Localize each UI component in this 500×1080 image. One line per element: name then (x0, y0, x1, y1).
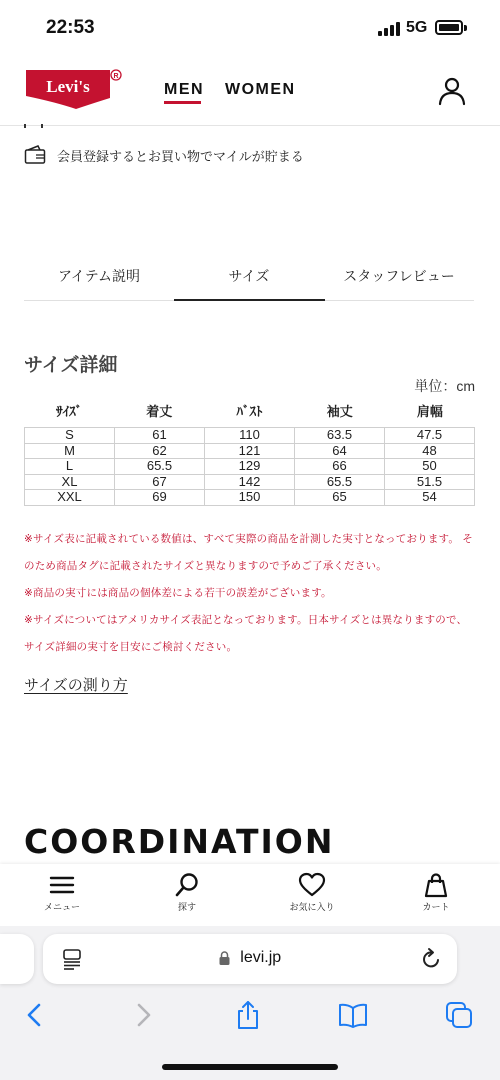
member-promo-text: 会員登録するとお買い物でマイルが貯まる (57, 149, 304, 164)
table-cell: 61 (115, 428, 205, 444)
nav-favorites-label: お気に入り (289, 902, 335, 912)
app-bottom-nav (0, 864, 500, 926)
person-icon[interactable] (437, 76, 467, 106)
table-cell: XL (25, 474, 115, 490)
table-cell: 65 (295, 490, 385, 506)
table-row (25, 474, 475, 490)
size-table-header (24, 401, 475, 427)
table-cell: 66 (295, 459, 385, 475)
lock-icon (219, 951, 230, 965)
status-time: 22:53 (46, 17, 95, 38)
tab-active-indicator (174, 299, 325, 301)
tab-item-description[interactable]: アイテム説明 (57, 268, 141, 284)
table-cell: 63.5 (295, 428, 385, 444)
nav-cart-button[interactable] (396, 872, 476, 913)
table-cell: 48 (385, 443, 475, 459)
table-cell: 150 (205, 490, 295, 506)
nav-cart-label: カート (422, 902, 450, 912)
size-table-body (24, 427, 475, 506)
how-to-measure-link[interactable]: サイズの測り方 (24, 677, 128, 694)
truncated-content (24, 124, 46, 128)
home-indicator (162, 1064, 338, 1070)
heart-icon (298, 872, 326, 898)
levis-logo[interactable] (24, 68, 128, 110)
size-note: ※商品の実寸には商品の個体差による若干の誤差がございます。 (24, 587, 332, 599)
table-cell: 62 (115, 443, 205, 459)
table-cell: XXL (25, 490, 115, 506)
table-row (25, 428, 475, 444)
table-cell: 67 (115, 474, 205, 490)
size-table (24, 401, 475, 506)
table-cell: S (25, 428, 115, 444)
column-header: 着丈 (146, 404, 173, 419)
table-cell: 142 (205, 474, 295, 490)
logo-text: Levi's (46, 77, 90, 96)
table-cell: 51.5 (385, 474, 475, 490)
column-header: ﾊﾞｽﾄ (236, 404, 263, 419)
status-bar (0, 0, 500, 56)
product-tabs (24, 258, 474, 301)
nav-favorites-button[interactable] (272, 872, 352, 913)
browser-chrome (0, 926, 500, 1080)
nav-active-underline (164, 101, 201, 104)
nav-women[interactable]: WOMEN (225, 81, 296, 98)
size-note: ※サイズ表に記載されている数値は、すべて実際の商品を計測した実寸となっております。 そのため商品タグに記載されたサイズと異なりますので予めご了承ください。 (24, 533, 473, 572)
table-cell: 65.5 (295, 474, 385, 490)
nav-menu-button[interactable] (22, 872, 102, 913)
nav-men[interactable]: MEN (164, 81, 205, 98)
url-display (43, 949, 457, 967)
column-header: 肩幅 (416, 404, 443, 419)
table-row (25, 459, 475, 475)
address-bar[interactable] (43, 934, 457, 984)
network-type: 5G (406, 19, 428, 36)
size-note: ※サイズについてはアメリカサイズ表記となっております。日本サイズとは異なりますので、サイズ詳細の実寸を目安にご検討ください。 (24, 614, 468, 653)
svg-text:R: R (113, 73, 119, 80)
forward-icon[interactable] (128, 1000, 158, 1030)
reload-icon[interactable] (419, 947, 443, 971)
size-detail-title: サイズ詳細 (24, 355, 118, 376)
column-header: ｻｲｽﾞ (56, 404, 83, 419)
table-cell: M (25, 443, 115, 459)
url-text: levi.jp (240, 949, 282, 966)
table-cell: 65.5 (115, 459, 205, 475)
unit-label: 単位：cm (414, 378, 475, 394)
back-icon[interactable] (20, 1000, 50, 1030)
cellular-signal-icon (378, 22, 402, 36)
bookmarks-icon[interactable] (338, 1000, 368, 1030)
table-cell: 121 (205, 443, 295, 459)
nav-menu-label: メニュー (43, 902, 80, 912)
tab-staff-review[interactable]: スタッフレビュー (343, 268, 455, 284)
hamburger-menu-icon (49, 872, 75, 898)
nav-search-button[interactable] (147, 872, 227, 913)
site-header (0, 56, 500, 126)
battery-icon (435, 20, 463, 35)
coordination-heading: COORDINATION (24, 822, 335, 861)
table-cell: 69 (115, 490, 205, 506)
size-notes (24, 526, 476, 661)
battery-cap (464, 25, 467, 31)
table-cell: 129 (205, 459, 295, 475)
table-cell: 54 (385, 490, 475, 506)
shopping-bag-icon (423, 872, 449, 898)
previous-tab-peek[interactable] (0, 934, 34, 984)
column-header: 袖丈 (326, 404, 353, 419)
table-cell: 110 (205, 428, 295, 444)
search-icon (174, 872, 200, 898)
table-cell: 50 (385, 459, 475, 475)
table-row (25, 490, 475, 506)
wallet-card-icon (24, 144, 46, 166)
table-cell: 47.5 (385, 428, 475, 444)
table-cell: L (25, 459, 115, 475)
nav-search-label: 探す (177, 902, 196, 912)
table-cell: 64 (295, 443, 385, 459)
tab-size[interactable]: サイズ (228, 268, 270, 284)
share-icon[interactable] (233, 1000, 263, 1030)
table-row (25, 443, 475, 459)
tabs-icon[interactable] (444, 1000, 474, 1030)
